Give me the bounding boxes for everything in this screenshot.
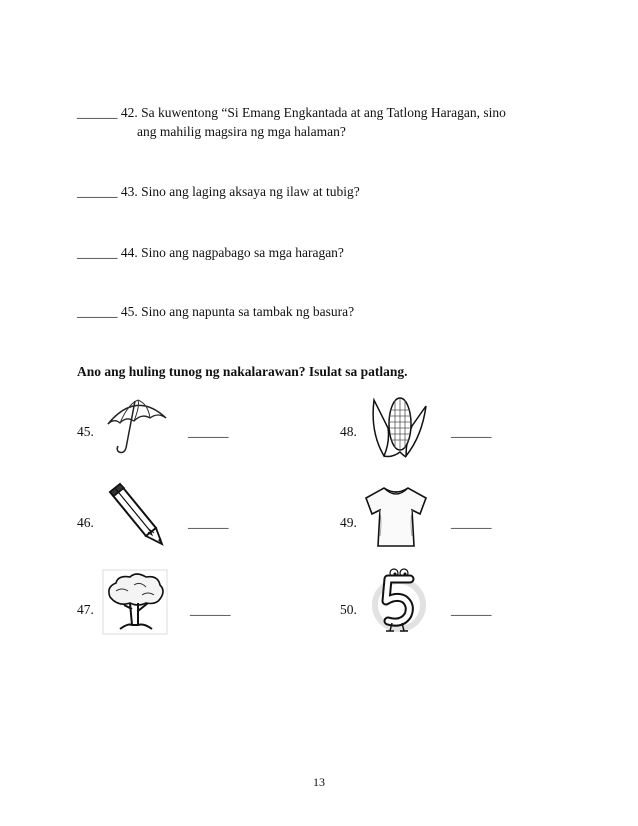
question-number: 43. bbox=[120, 184, 138, 199]
question-text: Sino ang laging aksaya ng ilaw at tubig? bbox=[141, 184, 360, 199]
answer-blank[interactable]: ______ bbox=[190, 602, 231, 617]
corn-icon bbox=[366, 392, 432, 462]
answer-blank[interactable]: ______ bbox=[77, 184, 118, 199]
answer-blank[interactable]: ______ bbox=[77, 245, 118, 260]
question-42 bbox=[77, 104, 506, 122]
question-45 bbox=[77, 303, 354, 321]
question-44 bbox=[77, 244, 344, 262]
answer-blank[interactable]: ______ bbox=[451, 515, 492, 530]
item-number: 45. bbox=[77, 424, 94, 439]
question-text: Sino ang napunta sa tambak ng basura? bbox=[141, 304, 355, 319]
answer-blank[interactable]: ______ bbox=[451, 602, 492, 617]
pencil-icon bbox=[106, 482, 168, 548]
answer-blank[interactable]: ______ bbox=[77, 105, 118, 120]
question-43 bbox=[77, 183, 360, 201]
answer-blank[interactable]: ______ bbox=[188, 424, 229, 439]
question-text: Sino ang nagpabago sa mga haragan? bbox=[141, 245, 344, 260]
answer-blank[interactable]: ______ bbox=[77, 304, 118, 319]
question-number: 42. bbox=[120, 105, 138, 120]
item-number: 49. bbox=[340, 515, 357, 530]
umbrella-icon bbox=[104, 396, 168, 458]
question-text: Sa kuwentong “Si Emang Engkantada at ang Tatlong Haragan, sino bbox=[141, 105, 506, 120]
question-number: 45. bbox=[120, 304, 138, 319]
answer-blank[interactable]: ______ bbox=[188, 515, 229, 530]
page-number: 13 bbox=[313, 775, 325, 789]
question-number: 44. bbox=[120, 245, 138, 260]
tshirt-icon bbox=[360, 484, 432, 550]
item-number: 48. bbox=[340, 424, 357, 439]
tree-icon bbox=[102, 569, 168, 635]
question-42-continuation: ang mahilig magsira ng mga halaman? bbox=[137, 124, 346, 139]
item-number: 47. bbox=[77, 602, 94, 617]
instruction-heading: Ano ang huling tunog ng nakalarawan? Isulat sa patlang. bbox=[77, 364, 408, 379]
answer-blank[interactable]: ______ bbox=[451, 424, 492, 439]
item-number: 50. bbox=[340, 602, 357, 617]
item-number: 46. bbox=[77, 515, 94, 530]
number-five-icon bbox=[364, 565, 434, 635]
